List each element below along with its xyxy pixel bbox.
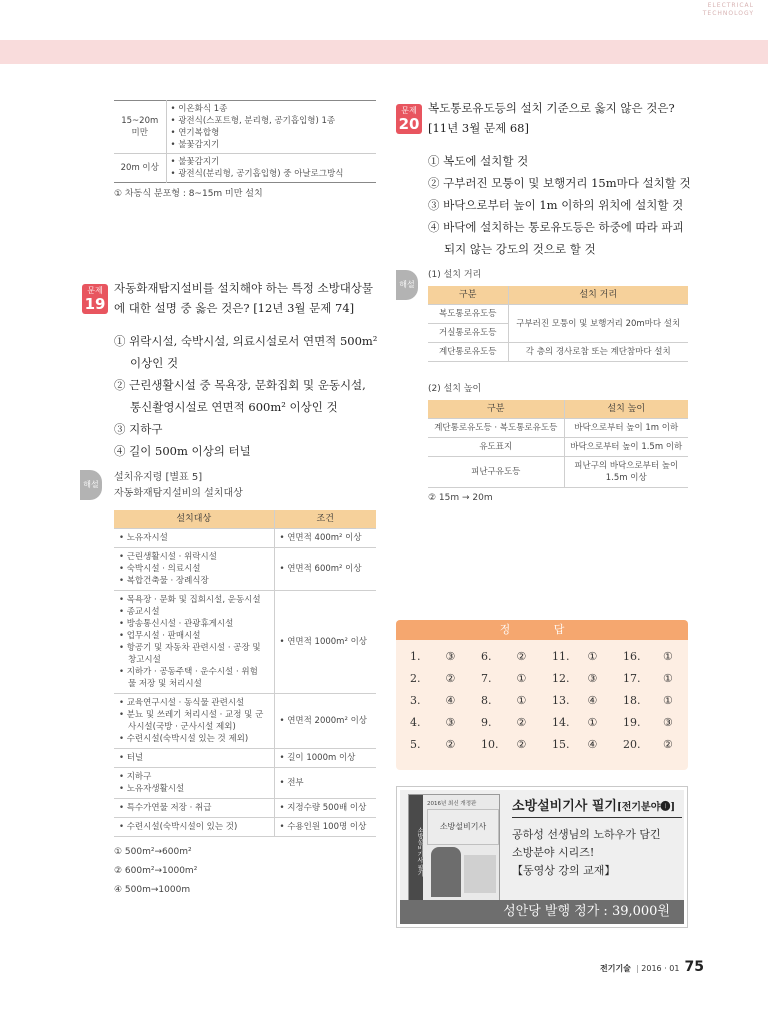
option-4-cont: 되지 않는 강도의 것으로 할 것 (444, 242, 596, 256)
book-title-block (427, 809, 499, 845)
table-note: ① 차동식 분포형 : 8~15m 미만 설치 (114, 189, 263, 199)
answer-val: ① (587, 650, 598, 663)
answer-num: 18. (623, 694, 641, 707)
option-2-cont: 통신촬영시설로 연면적 600m² 이상인 것 (130, 400, 338, 414)
answer-num: 11. (552, 650, 570, 663)
question-line: [11년 3월 문제 68] (428, 121, 529, 135)
answer-val: ② (663, 738, 673, 751)
answer-num: 7. (481, 672, 492, 685)
list-item: • 분뇨 및 쓰레기 처리시설 · 교정 및 군 (119, 709, 269, 721)
column-header: 설치 높이 (564, 400, 688, 419)
answer-num: 5. (410, 738, 421, 751)
row-label: 계단통로유도등 (428, 343, 508, 362)
answer-num: 16. (623, 650, 641, 663)
answer-num: 20. (623, 738, 641, 751)
install-target-table (114, 510, 376, 900)
question-line: 복도통로유도등의 설치 기준으로 옳지 않은 것은? (428, 101, 675, 115)
ad-price: 성안당 발행 정가 : 39,000원 (400, 900, 684, 924)
answer-column (623, 646, 688, 756)
explanation-line: 자동화재탐지설비의 설치대상 (114, 488, 243, 499)
ad-title-text: 소방설비기사 필기 (512, 799, 617, 814)
row-label: 피난구유도등 (428, 457, 564, 488)
list-item-cont: 창고시설 (128, 655, 161, 665)
list-item: • 특수가연물 저장 · 취급 (119, 802, 269, 814)
column-header: 조건 (274, 510, 376, 529)
list-item: • 업무시설 · 판매시설 (119, 630, 269, 642)
answer-val: ③ (587, 672, 598, 685)
issue-date: 2016 · 01 (641, 964, 680, 973)
row-value: 피난구의 바닥으로부터 높이 1.5m 이상 (564, 457, 688, 488)
list-item: • 종교시설 (119, 606, 269, 618)
table-row (428, 419, 688, 438)
answer-num: 15. (552, 738, 570, 751)
book-title: 소방설비기사 (439, 822, 487, 831)
explanation-badge: 해설 (80, 470, 102, 500)
brand-line2: TECHNOLOGY (702, 10, 754, 17)
answer-num: 17. (623, 672, 641, 685)
book-spine: 소방설비기사 필기 (409, 795, 423, 905)
list-item: • 광전식(스포트형, 분리형, 공기흡입형) 1종 (171, 115, 373, 127)
answer-val: ② (445, 738, 456, 751)
list-item: • 불꽃감지기 (171, 139, 373, 151)
book-badge: 2016년 최신 개정판 (427, 801, 477, 807)
answer-val: ③ (445, 716, 456, 729)
list-item: • 불꽃감지기 (171, 156, 373, 168)
author-photo (431, 847, 461, 897)
brand-mark (703, 2, 754, 18)
answer-num: 12. (552, 672, 570, 685)
detector-table (114, 100, 376, 201)
condition: • 연면적 400m² 이상 (280, 532, 372, 544)
row-label: 거실통로유도등 (428, 324, 508, 343)
option-2: ② 구부러진 모퉁이 및 보행거리 15m마다 설치할 것 (428, 176, 691, 190)
question-20-options (428, 150, 698, 260)
condition: • 연면적 1000m² 이상 (280, 636, 372, 648)
answer-val: ① (516, 694, 527, 707)
table-row (114, 768, 376, 799)
option-1: ① 위락시설, 숙박시설, 의료시설로서 연면적 500m² (114, 334, 378, 348)
ad-line: 【동영상 강의 교재】 (512, 864, 616, 877)
list-item: • 노유자시설 (119, 532, 269, 544)
list-item: • 수련시설(숙박시설 있는 것 제외) (119, 733, 269, 745)
answer-num: 3. (410, 694, 421, 707)
book-cover-image (408, 794, 500, 906)
section-title: (1) 설치 거리 (428, 270, 482, 280)
list-item: • 지하구 (119, 771, 269, 783)
column-header: 설치대상 (114, 510, 274, 529)
answer-grid (410, 646, 688, 756)
option-1-cont: 이상인 것 (130, 356, 179, 370)
answer-val: ② (516, 738, 527, 751)
answer-val: ④ (445, 694, 456, 707)
answer-num: 6. (481, 650, 492, 663)
answer-num: 19. (623, 716, 641, 729)
note-line: ② 600m²→1000m² (114, 866, 198, 876)
condition: • 전부 (280, 777, 372, 789)
magazine-name: 전기기술 (600, 964, 631, 973)
condition: • 수용인원 100명 이상 (280, 821, 372, 833)
option-3: ③ 바닥으로부터 높이 1m 이하의 위치에 설치할 것 (428, 198, 684, 212)
question-19-text (114, 278, 384, 318)
list-item: • 연기복합형 (171, 127, 373, 139)
table-row (114, 591, 376, 694)
question-badge (82, 284, 108, 314)
option-2: ② 근린생활시설 중 목욕장, 문화집회 및 운동시설, (114, 378, 366, 392)
table-row (114, 799, 376, 818)
option-3: ③ 지하구 (114, 422, 163, 436)
ad-title (512, 798, 682, 818)
page-footer: 전기기술 | 2016 · 01 75 (600, 959, 705, 975)
row-label: 복도통로유도등 (428, 305, 508, 324)
list-item: • 지하가 · 공동주택 · 운수시설 · 위험 (119, 666, 269, 678)
question-badge-label: 문제 (87, 286, 103, 295)
question-number: 20 (398, 115, 420, 133)
answer-val: ③ (663, 716, 673, 729)
ad-line: 공하성 선생님의 노하우가 담긴 (512, 828, 661, 841)
list-item: • 노유자생활시설 (119, 783, 269, 795)
list-item: • 숙박시설 · 의료시설 (119, 563, 269, 575)
row-value: 바닥으로부터 높이 1m 이하 (564, 419, 688, 438)
question-badge-label: 문제 (401, 106, 417, 115)
explanation-19-notes (114, 843, 376, 900)
answer-num: 10. (481, 738, 499, 751)
list-item: • 수련시설(숙박시설이 있는 것) (119, 821, 269, 833)
table-row (114, 818, 376, 837)
answer-num: 14. (552, 716, 570, 729)
ad-line: 소방분야 시리즈! (512, 846, 595, 859)
answer-title: 정 답 (396, 620, 688, 640)
condition: • 지정수량 500배 이상 (280, 802, 372, 814)
answer-val: ② (516, 716, 527, 729)
condition: • 연면적 600m² 이상 (280, 563, 372, 575)
book-decoration (464, 855, 496, 893)
row-value: 구부러진 모퉁이 및 보행거리 20m마다 설치 (508, 305, 688, 343)
header-banner (0, 40, 768, 64)
answer-num: 9. (481, 716, 492, 729)
answer-num: 1. (410, 650, 421, 663)
question-line: 에 대한 설명 중 옳은 것은? [12년 3월 문제 74] (114, 301, 355, 315)
answer-num: 4. (410, 716, 421, 729)
answer-val: ① (587, 716, 598, 729)
table-row (428, 343, 688, 362)
column-header: 구분 (428, 400, 564, 419)
table-row (114, 694, 376, 749)
note-line: ① 500m²→600m² (114, 847, 192, 857)
row-label: 계단통로유도등 · 복도통로유도등 (428, 419, 564, 438)
question-19-options (114, 330, 384, 462)
column-header: 설치 거리 (508, 286, 688, 305)
page-number: 75 (684, 959, 705, 975)
option-4: ④ 바닥에 설치하는 통로유도등은 하중에 따라 파괴 (428, 220, 684, 234)
list-item: • 복합건축물 · 장례식장 (119, 575, 269, 587)
question-number: 19 (84, 295, 106, 313)
table-row (428, 305, 688, 324)
explanation-19-intro (114, 470, 243, 502)
table-note: ② 15m → 20m (428, 493, 493, 503)
row-value: 각 층의 경사로참 또는 계단참마다 설치 (508, 343, 688, 362)
answer-val: ① (663, 672, 673, 685)
list-item: • 항공기 및 자동차 관련시설 · 공장 및 (119, 642, 269, 654)
list-item: • 목욕장 · 문화 및 집회시설, 운동시설 (119, 594, 269, 606)
question-line: 자동화재탐지설비를 설치해야 하는 특정 소방대상물 (114, 281, 374, 295)
list-item-cont: 물 저장 및 처리시설 (128, 679, 202, 689)
answer-column (552, 646, 623, 756)
option-4: ④ 길이 500m 이상의 터널 (114, 444, 251, 458)
answer-val: ① (516, 672, 527, 685)
row-value: 바닥으로부터 높이 1.5m 이하 (564, 438, 688, 457)
table-row (114, 548, 376, 591)
list-item-cont: 사시설(국방 · 군사시설 제외) (128, 722, 236, 732)
list-item: • 근린생활시설 · 위락시설 (119, 551, 269, 563)
table-row (428, 457, 688, 488)
condition: • 연면적 2000m² 이상 (280, 715, 372, 727)
ad-copy (512, 798, 682, 880)
note-line: ④ 500m→1000m (114, 885, 191, 895)
list-item: • 터널 (119, 752, 269, 764)
explanation-badge: 해설 (396, 270, 418, 300)
row-label: 유도표지 (428, 438, 564, 457)
brand-line1: ELECTRICAL (707, 2, 754, 9)
ad-title-tag: [전기분야❶] (617, 802, 676, 813)
table-row (114, 529, 376, 548)
answer-num: 2. (410, 672, 421, 685)
answer-val: ④ (587, 694, 598, 707)
answer-val: ③ (445, 650, 456, 663)
answer-val: ④ (587, 738, 598, 751)
option-1: ① 복도에 설치할 것 (428, 154, 529, 168)
distance-table (428, 286, 688, 362)
explanation-line: 설치유지령 [별표 5] (114, 472, 203, 483)
height-table (428, 400, 688, 505)
list-item: • 이온화식 1종 (171, 103, 373, 115)
table-row (428, 438, 688, 457)
column-header: 구분 (428, 286, 508, 305)
range-cell: 15~20m 미만 (114, 101, 166, 154)
answer-val: ① (663, 650, 673, 663)
list-item: • 교육연구시설 · 동식물 관련시설 (119, 697, 269, 709)
answer-val: ① (663, 694, 673, 707)
answer-val: ② (445, 672, 456, 685)
question-20-text (428, 98, 698, 138)
answer-num: 13. (552, 694, 570, 707)
question-badge (396, 104, 422, 134)
section-title: (2) 설치 높이 (428, 384, 482, 394)
answer-val: ② (516, 650, 527, 663)
table-row (114, 749, 376, 768)
condition: • 길이 1000m 이상 (280, 752, 372, 764)
answer-column (481, 646, 552, 756)
answer-num: 8. (481, 694, 492, 707)
list-item: • 광전식(분리형, 공기흡입형) 중 아날로그방식 (171, 168, 373, 180)
list-item: • 방송통신시설 · 관광휴게시설 (119, 618, 269, 630)
answer-column (410, 646, 481, 756)
range-cell: 20m 이상 (114, 154, 166, 183)
